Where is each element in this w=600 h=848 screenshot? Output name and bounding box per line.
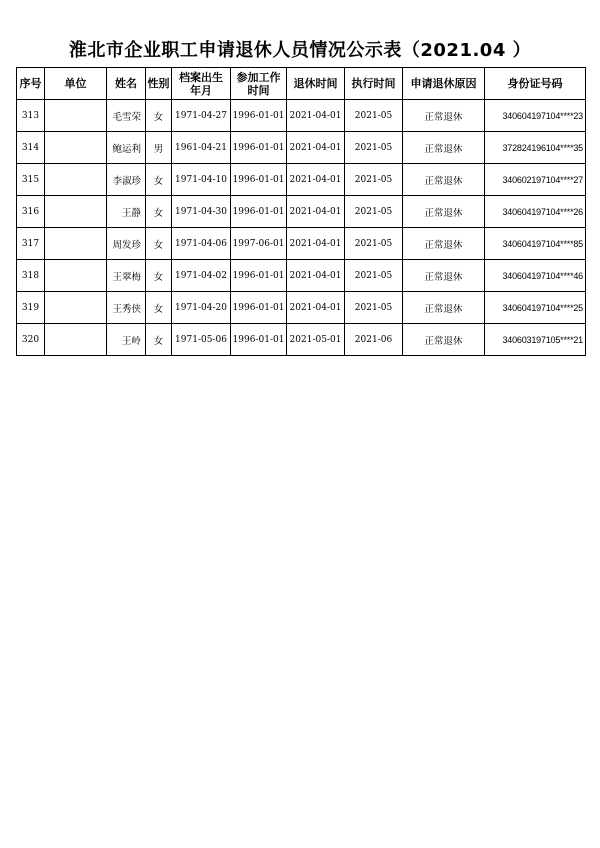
cell-id-number: 372824196104****35 [485, 132, 586, 164]
cell-exec-date: 2021-05 [345, 164, 403, 196]
header-unit: 单位 [45, 68, 107, 100]
cell-reason: 正常退休 [403, 228, 485, 260]
cell-name: 毛雪荣 [107, 100, 146, 132]
cell-id-number: 340603197105****21 [485, 324, 586, 356]
cell-gender: 男 [146, 132, 172, 164]
header-retire-date: 退休时间 [287, 68, 345, 100]
cell-exec-date: 2021-06 [345, 324, 403, 356]
header-birth-line1: 档案出生 [179, 70, 223, 84]
cell-name: 王秀侠 [107, 292, 146, 324]
cell-gender: 女 [146, 100, 172, 132]
cell-work-start: 1996-01-01 [231, 324, 287, 356]
cell-name: 王岭 [107, 324, 146, 356]
cell-retire-date: 2021-04-01 [287, 132, 345, 164]
cell-reason: 正常退休 [403, 260, 485, 292]
cell-exec-date: 2021-05 [345, 292, 403, 324]
cell-reason: 正常退休 [403, 164, 485, 196]
cell-name: 王静 [107, 196, 146, 228]
cell-exec-date: 2021-05 [345, 132, 403, 164]
cell-work-start: 1996-01-01 [231, 132, 287, 164]
cell-id-number: 340604197104****25 [485, 292, 586, 324]
cell-seq: 313 [17, 100, 45, 132]
table-row [17, 292, 586, 324]
cell-birth-date: 1971-04-02 [172, 260, 231, 292]
cell-retire-date: 2021-05-01 [287, 324, 345, 356]
cell-retire-date: 2021-04-01 [287, 260, 345, 292]
table-row [17, 260, 586, 292]
cell-exec-date: 2021-05 [345, 196, 403, 228]
header-gender: 性别 [146, 68, 172, 100]
header-work-line2: 时间 [247, 83, 270, 97]
retirement-table [16, 67, 586, 356]
cell-birth-date: 1971-04-06 [172, 228, 231, 260]
cell-reason: 正常退休 [403, 100, 485, 132]
table-row [17, 324, 586, 356]
cell-seq: 319 [17, 292, 45, 324]
cell-birth-date: 1971-04-30 [172, 196, 231, 228]
cell-id-number: 340602197104****27 [485, 164, 586, 196]
cell-retire-date: 2021-04-01 [287, 228, 345, 260]
cell-gender: 女 [146, 196, 172, 228]
cell-unit [45, 228, 107, 260]
cell-seq: 317 [17, 228, 45, 260]
cell-name: 王翠梅 [107, 260, 146, 292]
cell-name: 周发珍 [107, 228, 146, 260]
cell-birth-date: 1971-04-27 [172, 100, 231, 132]
header-reason: 申请退休原因 [403, 68, 485, 100]
cell-reason: 正常退休 [403, 196, 485, 228]
cell-seq: 316 [17, 196, 45, 228]
cell-reason: 正常退休 [403, 292, 485, 324]
header-name: 姓名 [107, 68, 146, 100]
cell-birth-date: 1971-04-10 [172, 164, 231, 196]
cell-unit [45, 324, 107, 356]
table-row [17, 100, 586, 132]
cell-seq: 315 [17, 164, 45, 196]
cell-birth-date: 1971-04-20 [172, 292, 231, 324]
cell-name: 鲍运利 [107, 132, 146, 164]
cell-gender: 女 [146, 324, 172, 356]
cell-unit [45, 260, 107, 292]
cell-work-start: 1996-01-01 [231, 164, 287, 196]
cell-work-start: 1996-01-01 [231, 196, 287, 228]
cell-id-number: 340604197104****85 [485, 228, 586, 260]
cell-id-number: 340604197104****23 [485, 100, 586, 132]
page-title: 淮北市企业职工申请退休人员情况公示表（2021.04 ） [68, 40, 532, 61]
cell-work-start: 1996-01-01 [231, 292, 287, 324]
cell-reason: 正常退休 [403, 324, 485, 356]
cell-birth-date: 1961-04-21 [172, 132, 231, 164]
cell-gender: 女 [146, 260, 172, 292]
header-work-line1: 参加工作 [236, 70, 281, 84]
cell-gender: 女 [146, 228, 172, 260]
cell-retire-date: 2021-04-01 [287, 100, 345, 132]
cell-gender: 女 [146, 164, 172, 196]
header-seq: 序号 [17, 68, 45, 100]
cell-retire-date: 2021-04-01 [287, 196, 345, 228]
header-id-number: 身份证号码 [485, 68, 586, 100]
cell-gender: 女 [146, 292, 172, 324]
cell-work-start: 1996-01-01 [231, 260, 287, 292]
cell-exec-date: 2021-05 [345, 228, 403, 260]
cell-work-start: 1996-01-01 [231, 100, 287, 132]
header-birth-line2: 年月 [190, 83, 212, 97]
cell-id-number: 340604197104****46 [485, 260, 586, 292]
cell-id-number: 340604197104****26 [485, 196, 586, 228]
cell-exec-date: 2021-05 [345, 260, 403, 292]
table-body [17, 100, 586, 356]
cell-unit [45, 164, 107, 196]
cell-unit [45, 196, 107, 228]
cell-retire-date: 2021-04-01 [287, 164, 345, 196]
table-row [17, 164, 586, 196]
cell-unit [45, 100, 107, 132]
cell-reason: 正常退休 [403, 132, 485, 164]
cell-seq: 314 [17, 132, 45, 164]
table-row [17, 132, 586, 164]
cell-exec-date: 2021-05 [345, 100, 403, 132]
cell-retire-date: 2021-04-01 [287, 292, 345, 324]
cell-seq: 318 [17, 260, 45, 292]
cell-birth-date: 1971-05-06 [172, 324, 231, 356]
cell-unit [45, 132, 107, 164]
table-row [17, 196, 586, 228]
cell-work-start: 1997-06-01 [231, 228, 287, 260]
table-row [17, 228, 586, 260]
header-work-start [231, 68, 287, 100]
header-birth [172, 68, 231, 100]
table-header-row [17, 68, 586, 100]
header-exec-date: 执行时间 [345, 68, 403, 100]
cell-name: 李淑珍 [107, 164, 146, 196]
cell-seq: 320 [17, 324, 45, 356]
cell-unit [45, 292, 107, 324]
